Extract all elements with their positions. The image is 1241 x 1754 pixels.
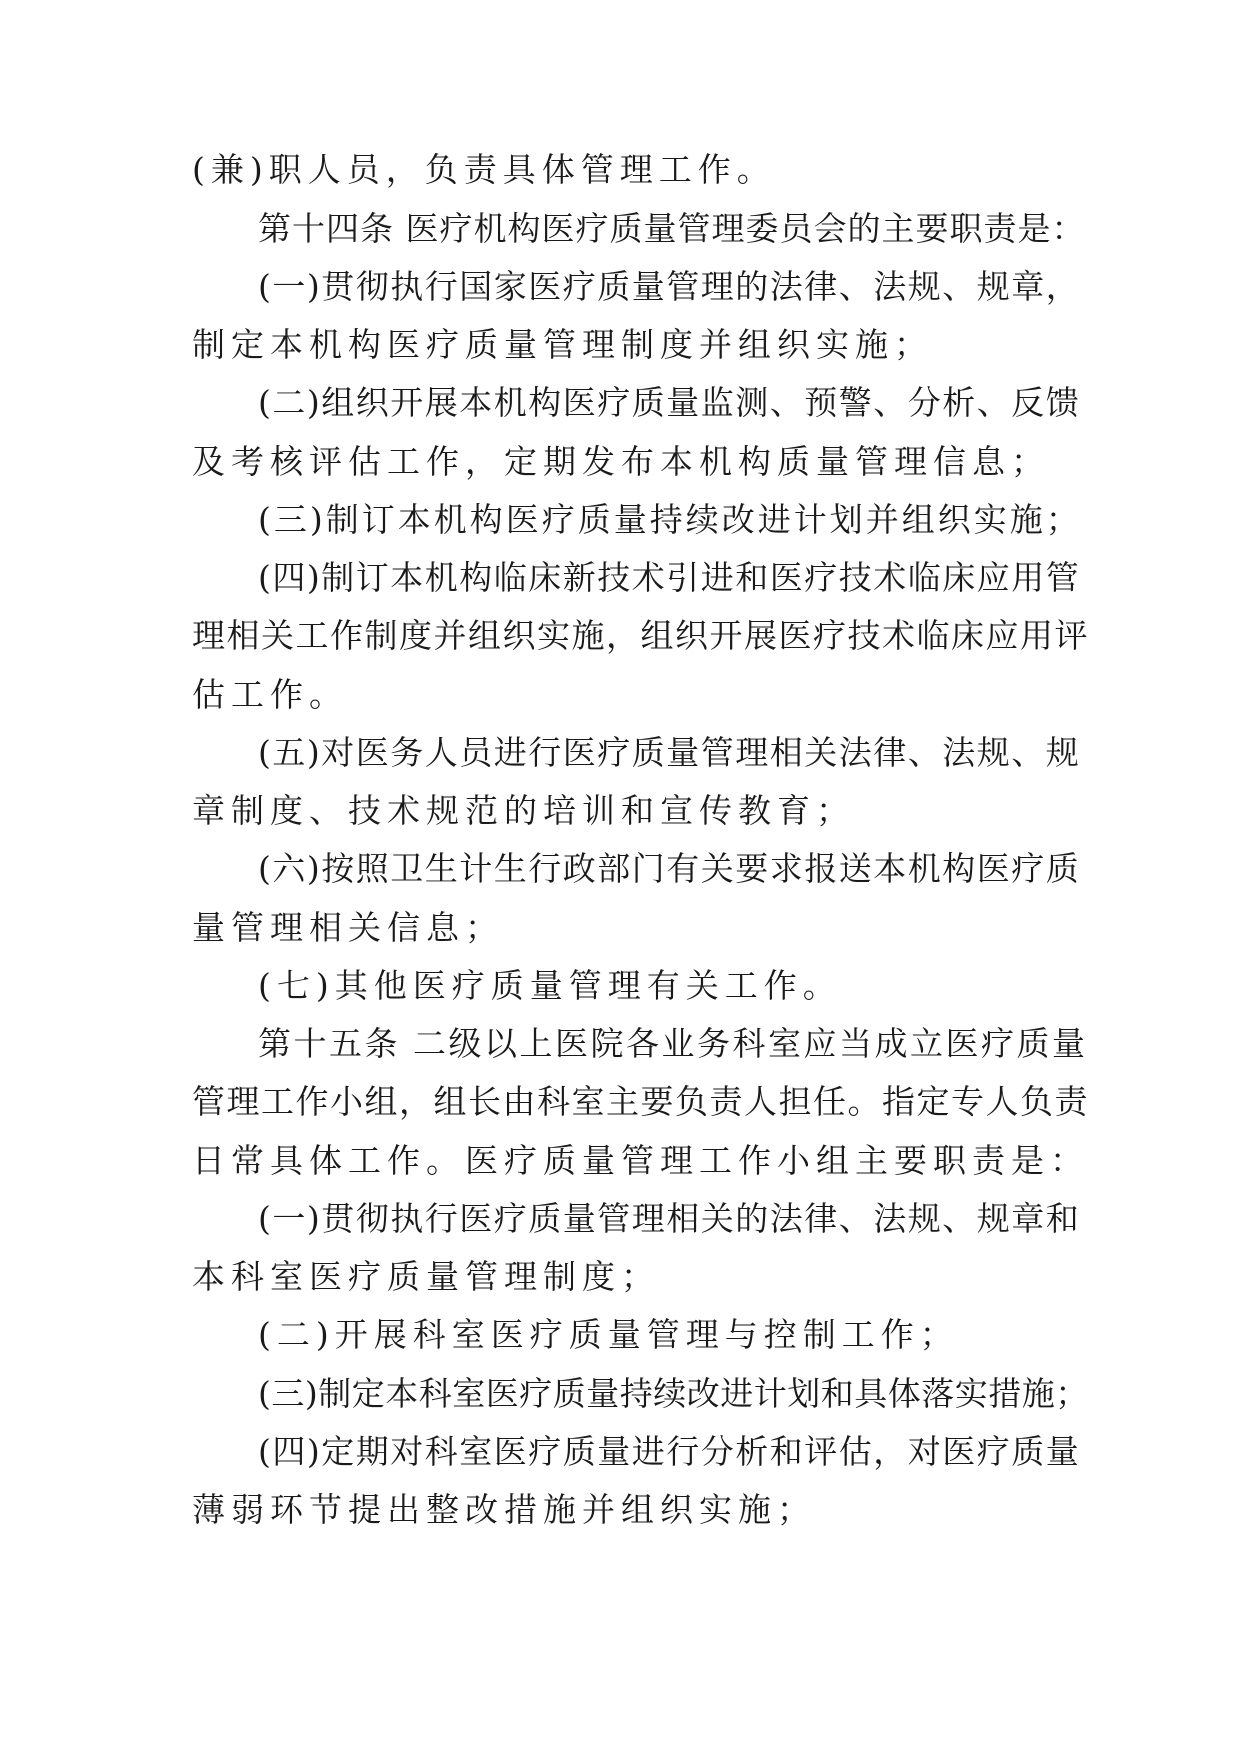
- text-line: (二)开展科室医疗质量管理与控制工作；: [258, 1315, 959, 1354]
- article-14-heading: 第十四条 医疗机构医疗质量管理委员会的主要职责是：: [258, 209, 1086, 248]
- text-line: (六)按照卫生计生行政部门有关要求报送本机构医疗质: [258, 849, 1081, 888]
- text-line: 理相关工作制度并组织实施，组织开展医疗技术临床应用评: [192, 616, 1089, 655]
- text-line: 薄弱环节提出整改措施并组织实施；: [192, 1490, 816, 1529]
- text-line: (四)制订本机构临床新技术引进和医疗技术临床应用管: [258, 558, 1081, 597]
- text-line: (四)定期对科室医疗质量进行分析和评估，对医疗质量: [258, 1432, 1081, 1471]
- text-line: (三)制定本科室医疗质量持续改进计划和具体落实措施；: [258, 1374, 1089, 1413]
- text-line: (三)制订本机构医疗质量持续改进计划并组织实施；: [258, 500, 1082, 539]
- text-line: 量管理相关信息；: [192, 908, 504, 947]
- text-line: (兼)职人员，负责具体管理工作。: [192, 150, 776, 189]
- text-line: (五)对医务人员进行医疗质量管理相关法律、法规、规: [258, 733, 1081, 772]
- text-line: (一)贯彻执行国家医疗质量管理的法律、法规、规章，: [258, 267, 1081, 306]
- text-line: (一)贯彻执行医疗质量管理相关的法律、法规、规章和: [258, 1199, 1081, 1238]
- text-line: 日常具体工作。医疗质量管理工作小组主要职责是：: [192, 1141, 1089, 1180]
- text-line: 管理工作小组，组长由科室主要负责人担任。指定专人负责: [192, 1082, 1089, 1121]
- text-line: 本科室医疗质量管理制度；: [192, 1257, 660, 1296]
- text-line: 估工作。: [192, 675, 348, 714]
- text-line: (七)其他医疗质量管理有关工作。: [258, 966, 842, 1005]
- article-15-heading: 第十五条 二级以上医院各业务科室应当成立医疗质量: [258, 1024, 1088, 1063]
- text-line: (二)组织开展本机构医疗质量监测、预警、分析、反馈: [258, 383, 1081, 422]
- text-line: 制定本机构医疗质量管理制度并组织实施；: [192, 325, 933, 364]
- text-line: 及考核评估工作，定期发布本机构质量管理信息；: [192, 442, 1050, 481]
- text-line: 章制度、技术规范的培训和宣传教育；: [192, 791, 855, 830]
